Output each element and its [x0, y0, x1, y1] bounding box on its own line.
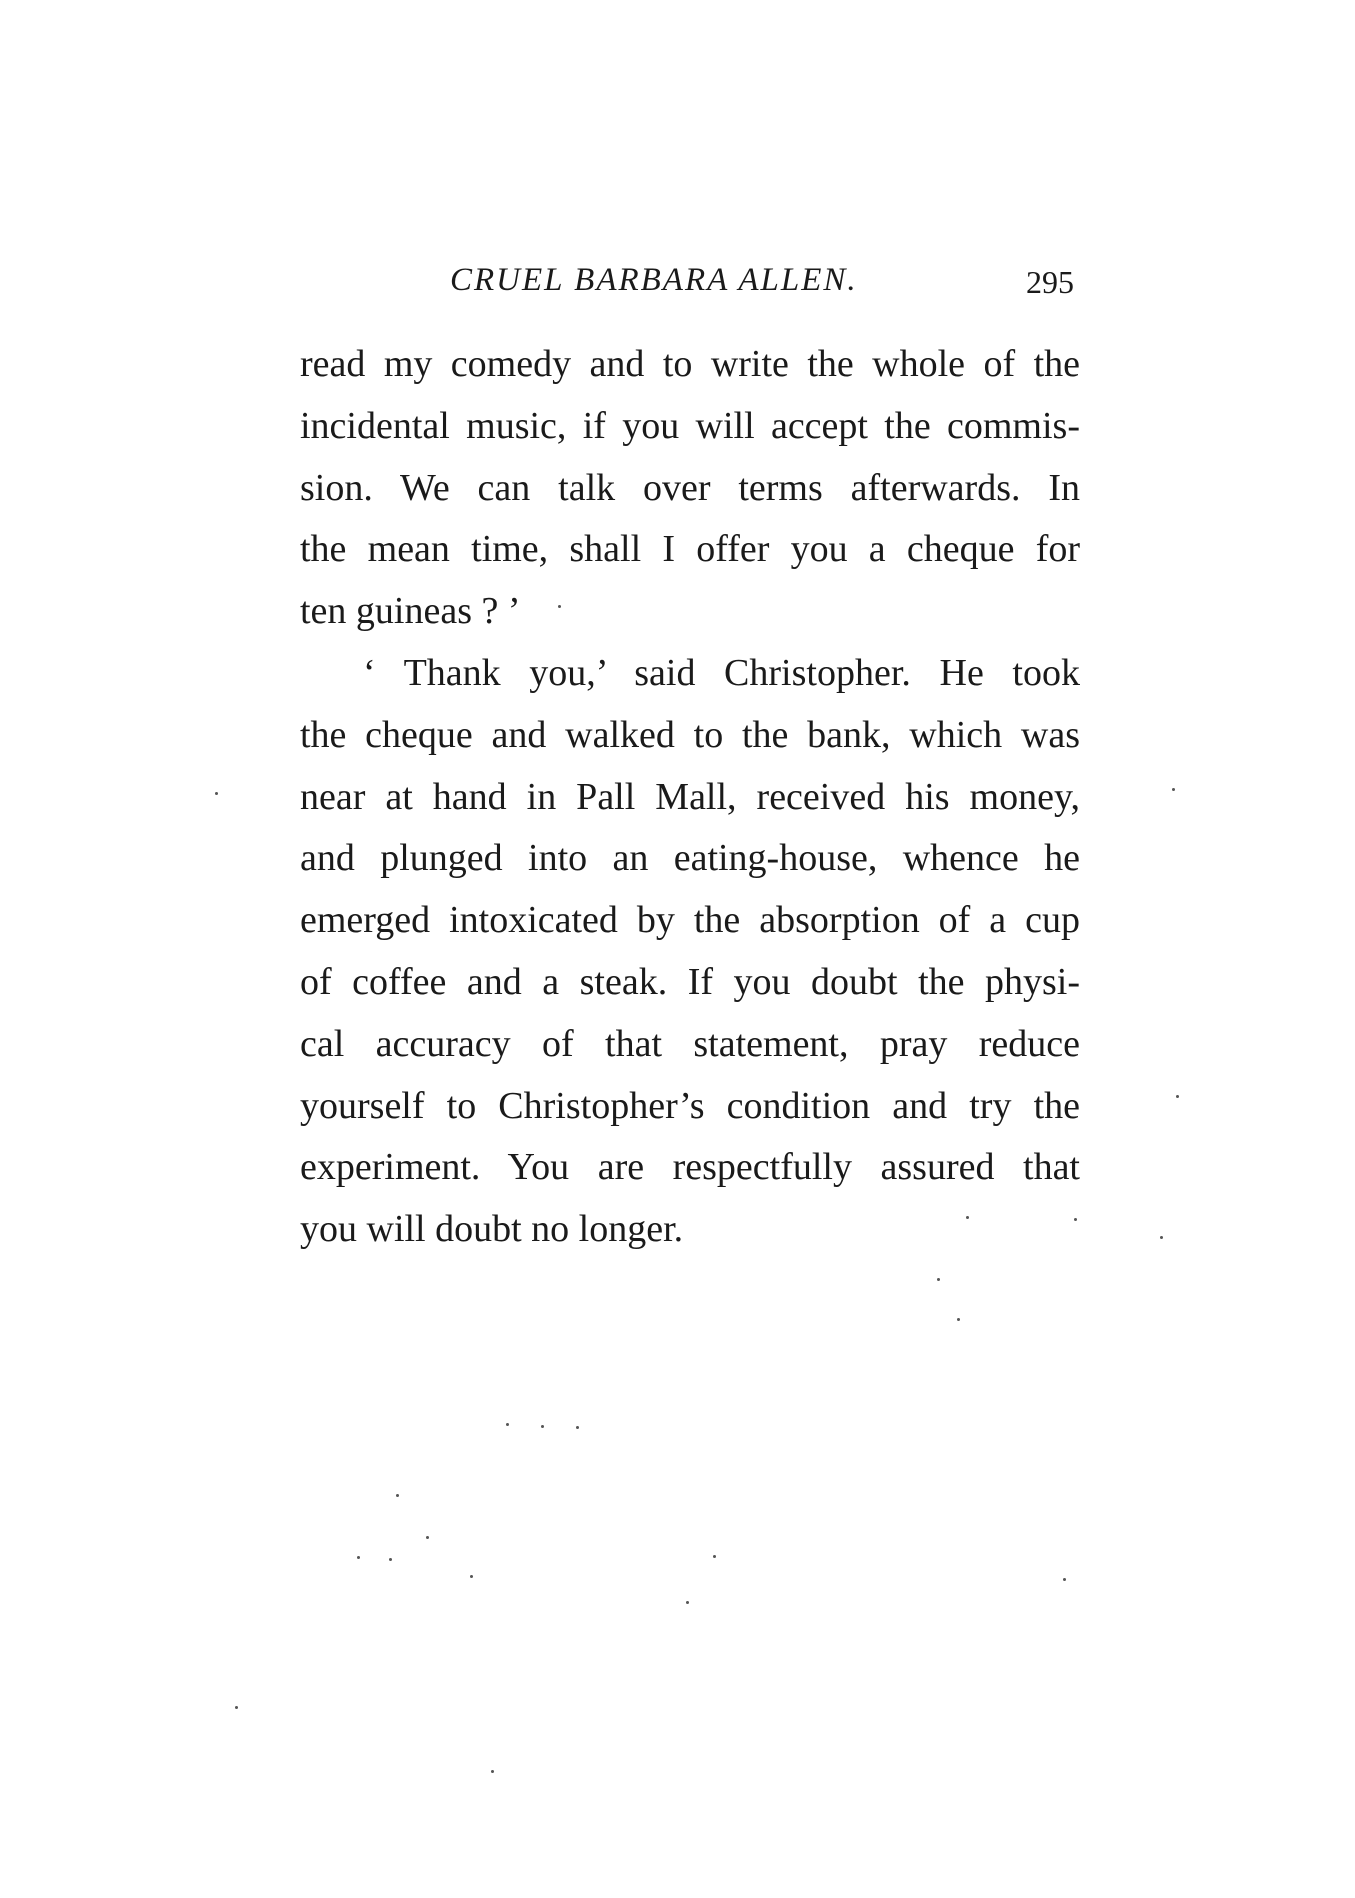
scan-speck — [1063, 1578, 1066, 1581]
running-title: CRUEL BARBARA ALLEN. — [450, 262, 858, 298]
text-line: sion. We can talk over terms afterwards. In — [300, 466, 1080, 509]
text-line: and plunged into an eating-house, whence he — [300, 837, 1080, 880]
text-line: read my comedy and to write the whole of the — [300, 343, 1080, 385]
text-line: experiment. You are respectfully assured that — [300, 1146, 1080, 1189]
scan-speck — [541, 1425, 544, 1428]
scan-speck — [215, 792, 218, 795]
scan-speck — [937, 1278, 940, 1281]
text-line: the mean time, shall I offer you a cheque for — [300, 528, 1080, 571]
scan-speck — [235, 1706, 238, 1709]
scan-speck — [426, 1536, 429, 1539]
text-line: of coffee and a steak. If you doubt the physi- — [300, 960, 1080, 1003]
scan-speck — [966, 1216, 969, 1219]
text-line: ‘ Thank you,’ said Christopher. He took — [363, 651, 1080, 694]
scan-speck — [491, 1770, 494, 1773]
scan-speck — [396, 1494, 399, 1497]
text-line: you will doubt no longer. — [300, 1208, 684, 1251]
scan-speck — [389, 1558, 392, 1561]
scan-speck — [1160, 1236, 1163, 1239]
text-line: ten guineas ? ’ — [300, 590, 521, 633]
running-head — [300, 262, 1080, 312]
scan-speck — [686, 1601, 689, 1604]
text-line: cal accuracy of that statement, pray reduce — [300, 1022, 1080, 1065]
scan-speck — [957, 1318, 960, 1321]
text-line: emerged intoxicated by the absorption of a cup — [300, 899, 1080, 942]
text-line: near at hand in Pall Mall, received his money, — [300, 775, 1080, 818]
scan-speck — [1074, 1218, 1077, 1221]
text-line: yourself to Christopher’s condition and try the — [300, 1084, 1080, 1127]
scan-speck — [1176, 1095, 1179, 1098]
scan-speck — [470, 1575, 473, 1578]
scan-speck — [1172, 788, 1175, 791]
page-number: 295 — [1026, 264, 1074, 300]
scan-speck — [506, 1423, 509, 1426]
scan-speck — [558, 605, 561, 608]
scan-speck — [357, 1556, 360, 1559]
text-line: incidental music, if you will accept the commis- — [300, 404, 1080, 447]
scan-speck — [713, 1555, 716, 1558]
body-text — [300, 334, 1080, 1261]
text-line: the cheque and walked to the bank, which was — [300, 713, 1080, 756]
scan-speck — [576, 1426, 579, 1429]
